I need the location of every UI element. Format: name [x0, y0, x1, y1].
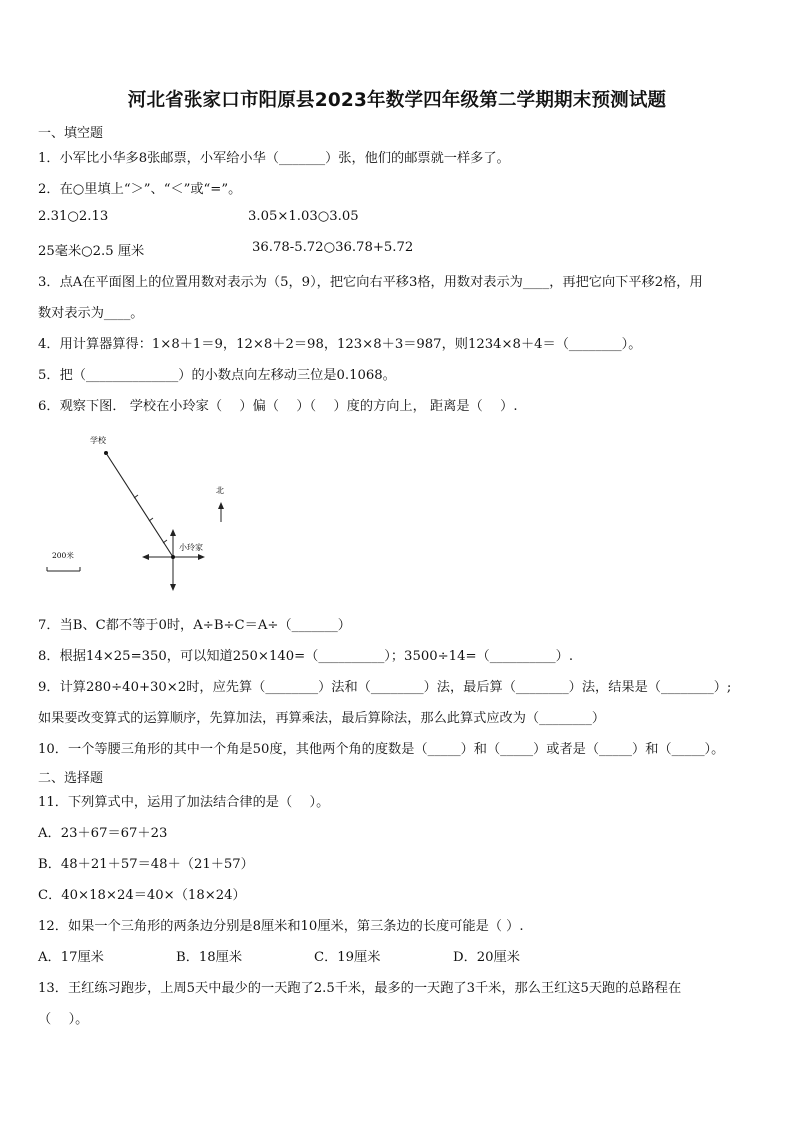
scale-label: 200米 [52, 551, 74, 560]
question-1: 1．小军比小华多8张邮票，小军给小华（_______）张，他们的邮票就一样多了。 [38, 151, 510, 166]
question-9-line-2: 如果要改变算式的运算顺序，先算加法，再算乘法，最后算除法，那么此算式应改为（________） [38, 711, 606, 726]
question-3-line-2: 数对表示为____。 [38, 306, 144, 321]
home-point [171, 555, 175, 559]
page-title: 河北省张家口市阳原县2023年数学四年级第二学期期末预测试题 [127, 90, 667, 111]
question-11-option-a: A．23＋67＝67＋23 [38, 826, 168, 841]
question-12-option-b: B．18厘米 [176, 950, 243, 965]
question-2-item-a: 2.31○2.13 [38, 209, 109, 224]
direction-diagram [30, 428, 290, 598]
question-10: 10．一个等腰三角形的其中一个角是50度，其他两个角的度数是（_____）和（_____）或者是（_____）和（_____）。 [38, 742, 725, 757]
question-7: 7．当B、C都不等于0时，A÷B÷C＝A÷（_______） [38, 618, 351, 633]
axis-north-arrow [170, 529, 176, 536]
question-3-line-1: 3．点A在平面图上的位置用数对表示为（5，9），把它向右平移3格，用数对表示为____，再把它向下平移2格，用 [38, 275, 703, 290]
question-11: 11．下列算式中，运用了加法结合律的是（ ）。 [38, 795, 330, 810]
axis-west-arrow [142, 554, 149, 560]
north-label: 北 [216, 486, 224, 495]
question-13-line-1: 13．王红练习跑步，上周5天中最少的一天跑了2.5千米，最多的一天跑了3千米，那么王红这5天跑的总路程在 [38, 981, 682, 996]
section-heading-fill-in: 一、填空题 [38, 126, 104, 141]
question-8: 8．根据14×25=350，可以知道250×140=（__________）；3500÷14=（__________）. [38, 649, 574, 664]
question-9-line-1: 9．计算280÷40+30×2时，应先算（________）法和（________）法，最后算（________）法，结果是（________）; [38, 680, 732, 695]
question-13-line-2: （ ）。 [38, 1012, 89, 1027]
question-12: 12．如果一个三角形的两条边分别是8厘米和10厘米，第三条边的长度可能是（ ）. [38, 919, 524, 934]
question-5: 5．把（______________）的小数点向左移动三位是0.1068。 [38, 368, 396, 383]
scale-tick-2 [149, 518, 153, 521]
home-label: 小玲家 [179, 543, 203, 552]
question-2: 2．在○里填上“＞”、“＜”或“=”。 [38, 182, 242, 197]
question-12-option-c: C．19厘米 [314, 950, 381, 965]
school-label: 学校 [90, 436, 106, 445]
question-2-item-b: 3.05×1.03○3.05 [248, 209, 359, 224]
question-2-item-d: 36.78-5.72○36.78+5.72 [252, 240, 414, 255]
question-11-option-c: C．40×18×24＝40×（18×24） [38, 888, 246, 903]
north-arrow-icon [218, 502, 224, 509]
question-2-item-c: 25毫米○2.5 厘米 [38, 244, 145, 259]
axis-south-arrow [170, 584, 176, 591]
question-12-option-a: A．17厘米 [38, 950, 104, 965]
axis-east-arrow [198, 554, 205, 560]
question-4: 4．用计算器算得：1×8＋1＝9，12×8＋2＝98，123×8＋3＝987，则1234×8＋4＝（________）。 [38, 337, 642, 352]
question-12-option-d: D．20厘米 [453, 950, 520, 965]
section-heading-choice: 二、选择题 [38, 771, 104, 786]
question-6: 6．观察下图． 学校在小玲家（ ）偏（ ）（ ）度的方向上， 距离是（ ）. [38, 399, 518, 414]
question-11-option-b: B．48＋21＋57＝48＋（21＋57） [38, 857, 254, 872]
route-line [106, 453, 173, 557]
